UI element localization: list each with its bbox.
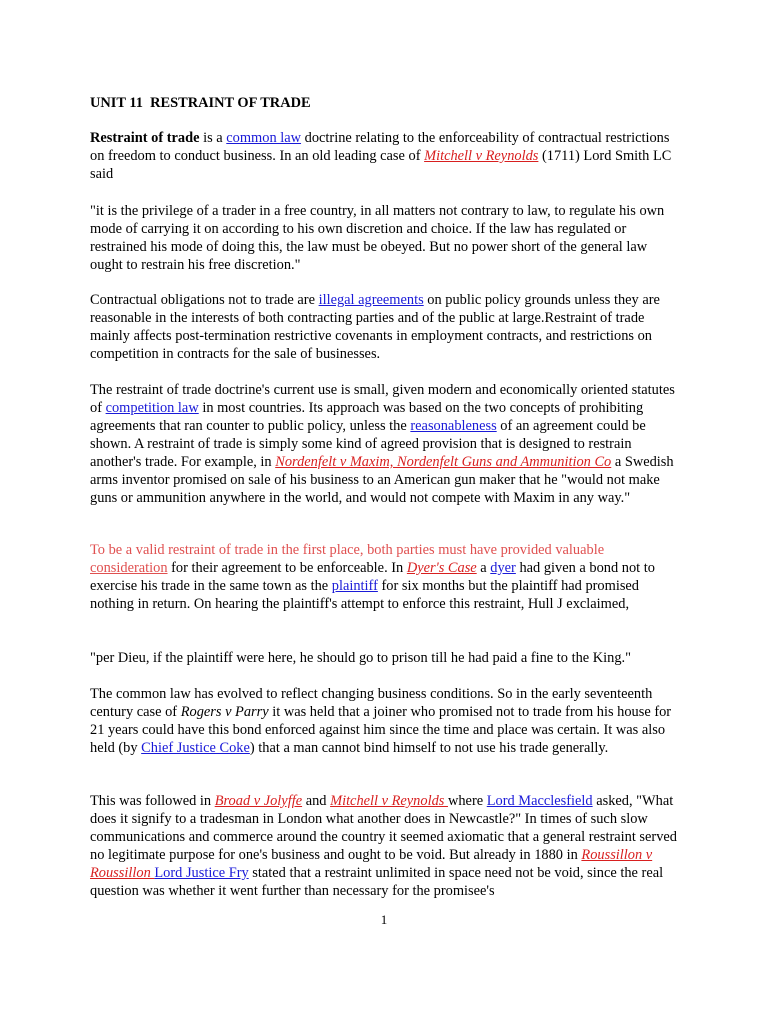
link-case-dyers-case[interactable]: Dyer's Case bbox=[406, 560, 477, 576]
text: and bbox=[302, 793, 331, 809]
unit-title: UNIT 11 RESTRAINT OF TRADE bbox=[90, 95, 311, 111]
contractual-obligations-paragraph bbox=[90, 291, 680, 363]
link-case-roussillon-v-roussillon[interactable]: Roussillon v Roussillon bbox=[90, 847, 653, 881]
link-plaintiff[interactable]: plaintiff bbox=[331, 578, 378, 594]
text: asked, "What does it signify to a tradesman in London what another does in Newcastle?" In times of such slow communications and commerce around the country it seemed axiomatic that a general restraint served no legitimate purpose for one's business and ought to be void. But already in 1880 in bbox=[90, 793, 677, 863]
term-restraint-of-trade: Restraint of trade bbox=[90, 130, 200, 146]
case-rogers-v-parry: Rogers v Parry bbox=[180, 704, 269, 720]
text: in most countries. Its approach was based on the two concepts of prohibiting agreements that ran counter to public policy, unless the bbox=[90, 400, 644, 434]
valid-restraint-paragraph bbox=[90, 541, 680, 613]
text: on public policy grounds unless they are reasonable in the interests of both contracting parties and of the public at large. bbox=[90, 292, 660, 326]
link-illegal-agreements[interactable]: illegal agreements bbox=[318, 292, 424, 308]
doctrine-paragraph bbox=[90, 381, 680, 507]
text: for their agreement to be enforceable. In bbox=[167, 560, 407, 576]
page-number: 1 bbox=[380, 912, 388, 927]
link-chief-justice-coke[interactable]: Chief Justice Coke bbox=[141, 740, 250, 756]
text: doctrine relating to the enforceability of contractual restrictions on freedom to conduct business. In an old leading case of bbox=[90, 130, 670, 164]
text: The common law has evolved to reflect changing business conditions. So in the early seventeenth century case of bbox=[90, 686, 653, 720]
per-dieu-quote: "per Dieu, if the plaintiff were here, he should go to prison till he had paid a fine to the King." bbox=[90, 650, 631, 666]
text: The restraint of trade doctrine's current use is small, given modern and economically oriented statutes of bbox=[90, 382, 675, 416]
link-case-nordenfelt-v-maxim[interactable]: Nordenfelt v Maxim, Nordenfelt Guns and Ammunition Co bbox=[275, 454, 612, 470]
link-competition-law[interactable]: competition law bbox=[105, 400, 199, 416]
text: ) that a man cannot bind himself to not use his trade generally. bbox=[249, 740, 609, 756]
text: Contractual obligations not to trade are bbox=[90, 292, 319, 308]
link-lord-macclesfield[interactable]: Lord Macclesfield bbox=[486, 793, 593, 809]
link-common-law[interactable]: common law bbox=[226, 130, 302, 146]
text: for six months but the plaintiff had promised nothing in return. On hearing the plaintiff's attempt to enforce this restraint, Hull J exclaimed, bbox=[90, 578, 640, 612]
link-reasonableness[interactable]: reasonableness bbox=[410, 418, 497, 434]
link-dyer[interactable]: dyer bbox=[490, 560, 516, 576]
link-lord-justice-fry[interactable]: Lord Justice Fry bbox=[154, 865, 249, 881]
text: (1711) Lord Smith LC said bbox=[90, 148, 672, 182]
link-consideration[interactable]: consideration bbox=[90, 560, 168, 576]
text: is a bbox=[199, 130, 227, 146]
text: had given a bond not to exercise his trade in the same town as the bbox=[90, 560, 655, 594]
highlighted-text: To be a valid restraint of trade in the first place, both parties must have provided valuable bbox=[90, 542, 605, 558]
common-law-evolution-paragraph bbox=[90, 685, 680, 757]
text: stated that a restraint unlimited in space need not be void, since the real question was whether it went further than necessary for the promisee's bbox=[90, 865, 664, 899]
intro-paragraph bbox=[90, 129, 680, 183]
quote-paragraph: "it is the privilege of a trader in a free country, in all matters not contrary to law, to regulate his own mode of carrying it on according to his own discretion and choice. If the law has regulated or restrained his mode of doing this, the law must be obeyed. But no power short of the general law ought to restrain his free discretion." bbox=[90, 203, 665, 273]
link-case-broad-v-jolyffe[interactable]: Broad v Jolyffe bbox=[214, 793, 303, 809]
link-case-mitchell-v-reynolds-2[interactable]: Mitchell v Reynolds bbox=[330, 793, 448, 809]
text: a bbox=[476, 560, 491, 576]
text: This was followed in bbox=[90, 793, 215, 809]
text: of an agreement could be shown. A restraint of trade is simply some kind of agreed provision that is designed to restrain another's trade. For example, in bbox=[90, 418, 646, 470]
link-case-mitchell-v-reynolds[interactable]: Mitchell v Reynolds bbox=[424, 148, 539, 164]
text: where bbox=[447, 793, 487, 809]
text: it was held that a joiner who promised not to trade from his house for 21 years could have this bond enforced against him since the time and place was certain. It was also held (by bbox=[90, 704, 672, 756]
text: a Swedish arms inventor promised on sale of his business to an American gun maker that he "would not make guns or ammunition anywhere in the world, and would not compete with Maxim in any way." bbox=[90, 454, 674, 506]
broad-v-jolyffe-paragraph bbox=[90, 792, 680, 900]
text: Restraint of trade mainly affects post-termination restrictive covenants in employment contracts, and restrictions on competition in contracts for the sale of businesses. bbox=[90, 310, 653, 362]
